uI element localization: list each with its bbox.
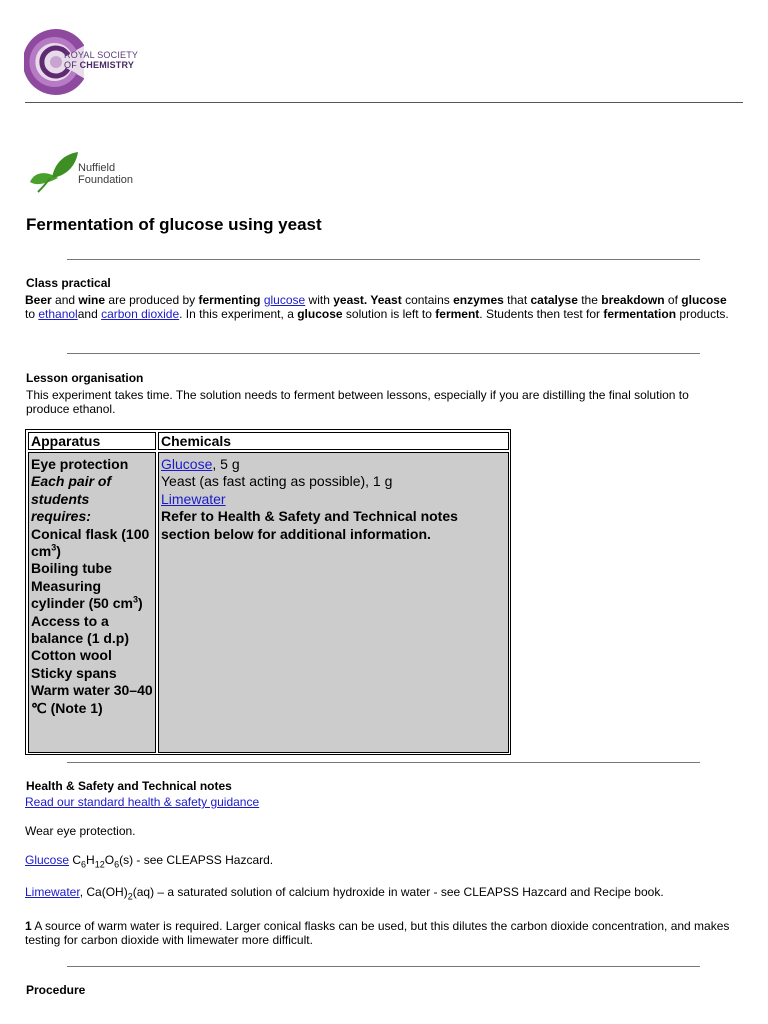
chemical-item bbox=[161, 491, 506, 508]
term-ferment: ferment bbox=[435, 307, 480, 321]
apparatus-subheading: Each pair of students requires: bbox=[31, 473, 112, 525]
term-fermenting: fermenting bbox=[198, 293, 261, 307]
intro-paragraph: Beer and wine are produced by fermenting glucose with yeast. Yeast contains enzymes that catalyse the breakdown of glucose to ethanoland carbon dioxide. In this experiment, a glucose solution is left to ferment. Students then test for fermentation products. bbox=[25, 293, 729, 321]
term-yeast: yeast. Yeast bbox=[333, 293, 402, 307]
glucose-note: Glucose $C_6H_{12}O_6(s)$ - see CLEAPSS Hazcard. bbox=[25, 853, 274, 870]
carbon-dioxide-link[interactable]: carbon dioxide bbox=[101, 307, 180, 321]
page-title: Fermentation of glucose using yeast bbox=[26, 215, 322, 234]
chemical-item: Glucose, 5 g bbox=[161, 456, 240, 472]
term-wine: wine bbox=[78, 293, 106, 307]
class-practical-heading: Class practical bbox=[26, 276, 111, 290]
divider bbox=[67, 762, 700, 763]
eye-protection-note: Wear eye protection. bbox=[25, 824, 136, 838]
safety-guidance-link[interactable]: Read our standard health & safety guidance bbox=[25, 795, 260, 809]
glucose-link[interactable]: glucose bbox=[263, 293, 306, 307]
term-breakdown: breakdown bbox=[601, 293, 665, 307]
apparatus-item: Measuring cylinder (50 $cm^3$) bbox=[31, 577, 143, 612]
term-enzymes: enzymes bbox=[453, 293, 504, 307]
apparatus-cell bbox=[28, 452, 156, 753]
rsc-logo-text bbox=[64, 50, 138, 70]
limewater-link[interactable]: Limewater bbox=[161, 490, 226, 507]
rsc-logo-line1: ROYAL SOCIETY bbox=[64, 50, 139, 60]
glucose-link[interactable]: Glucose bbox=[161, 456, 213, 472]
apparatus-item: Cotton wool bbox=[31, 647, 112, 664]
term-glucose: glucose bbox=[297, 307, 343, 321]
chemical-item: Yeast (as fast acting as possible), 1 g bbox=[161, 473, 393, 490]
apparatus-table bbox=[25, 429, 511, 755]
divider bbox=[67, 259, 700, 260]
term-beer: Beer bbox=[25, 293, 52, 307]
lesson-organisation-heading: Lesson organisation bbox=[26, 371, 144, 385]
table-header-apparatus: Apparatus bbox=[28, 432, 156, 450]
apparatus-item: Warm water 30–40 ℃ (Note 1) bbox=[31, 682, 153, 716]
term-fermentation: fermentation bbox=[603, 307, 677, 321]
ethanol-link[interactable]: ethanol bbox=[38, 307, 78, 321]
limewater-link[interactable]: Limewater bbox=[25, 885, 80, 899]
leaf-icon bbox=[24, 148, 80, 194]
table-header-chemicals: Chemicals bbox=[158, 432, 509, 450]
apparatus-item: Eye protection bbox=[31, 456, 129, 472]
nuffield-logo-line2: Foundation bbox=[78, 174, 134, 186]
divider bbox=[67, 353, 700, 354]
nuffield-logo-line1: Nuffield bbox=[78, 162, 116, 174]
health-safety-heading: Health & Safety and Technical notes bbox=[26, 779, 232, 793]
term-catalyse: catalyse bbox=[530, 293, 578, 307]
limewater-note: Limewater, $Ca(OH)_2(aq)$ – a saturated solution of calcium hydroxide in water - see CLEAPSS Hazcard and Recipe book. bbox=[25, 885, 664, 902]
lesson-organisation-text: This experiment takes time. The solution needs to ferment between lessons, especially if you are distilling the final solution to produce ethanol. bbox=[26, 388, 689, 416]
glucose-link[interactable]: Glucose bbox=[25, 853, 70, 867]
apparatus-item: Sticky spans bbox=[31, 664, 117, 681]
note-number: 1 bbox=[25, 919, 32, 933]
header-divider bbox=[25, 102, 743, 103]
term-glucose: glucose bbox=[681, 293, 727, 307]
chemicals-cell bbox=[158, 452, 509, 753]
rsc-logo-line2: OF CHEMISTRY bbox=[64, 60, 135, 70]
apparatus-item: Boiling tube bbox=[31, 560, 112, 577]
nuffield-logo-text bbox=[78, 162, 133, 186]
refer-note: Refer to Health & Safety and Technical notes section below for additional information. bbox=[161, 508, 458, 542]
apparatus-item: Access to a balance (1 d.p) bbox=[31, 612, 130, 647]
technical-note-1: 1 A source of warm water is required. Larger conical flasks can be used, but this dilutes the carbon dioxide concentration, and makes testing for carbon dioxide with limewater more difficult. bbox=[25, 919, 730, 947]
divider bbox=[67, 966, 700, 967]
procedure-heading: Procedure bbox=[26, 983, 86, 997]
apparatus-item: Conical flask (100 $cm^3$) bbox=[31, 525, 150, 560]
